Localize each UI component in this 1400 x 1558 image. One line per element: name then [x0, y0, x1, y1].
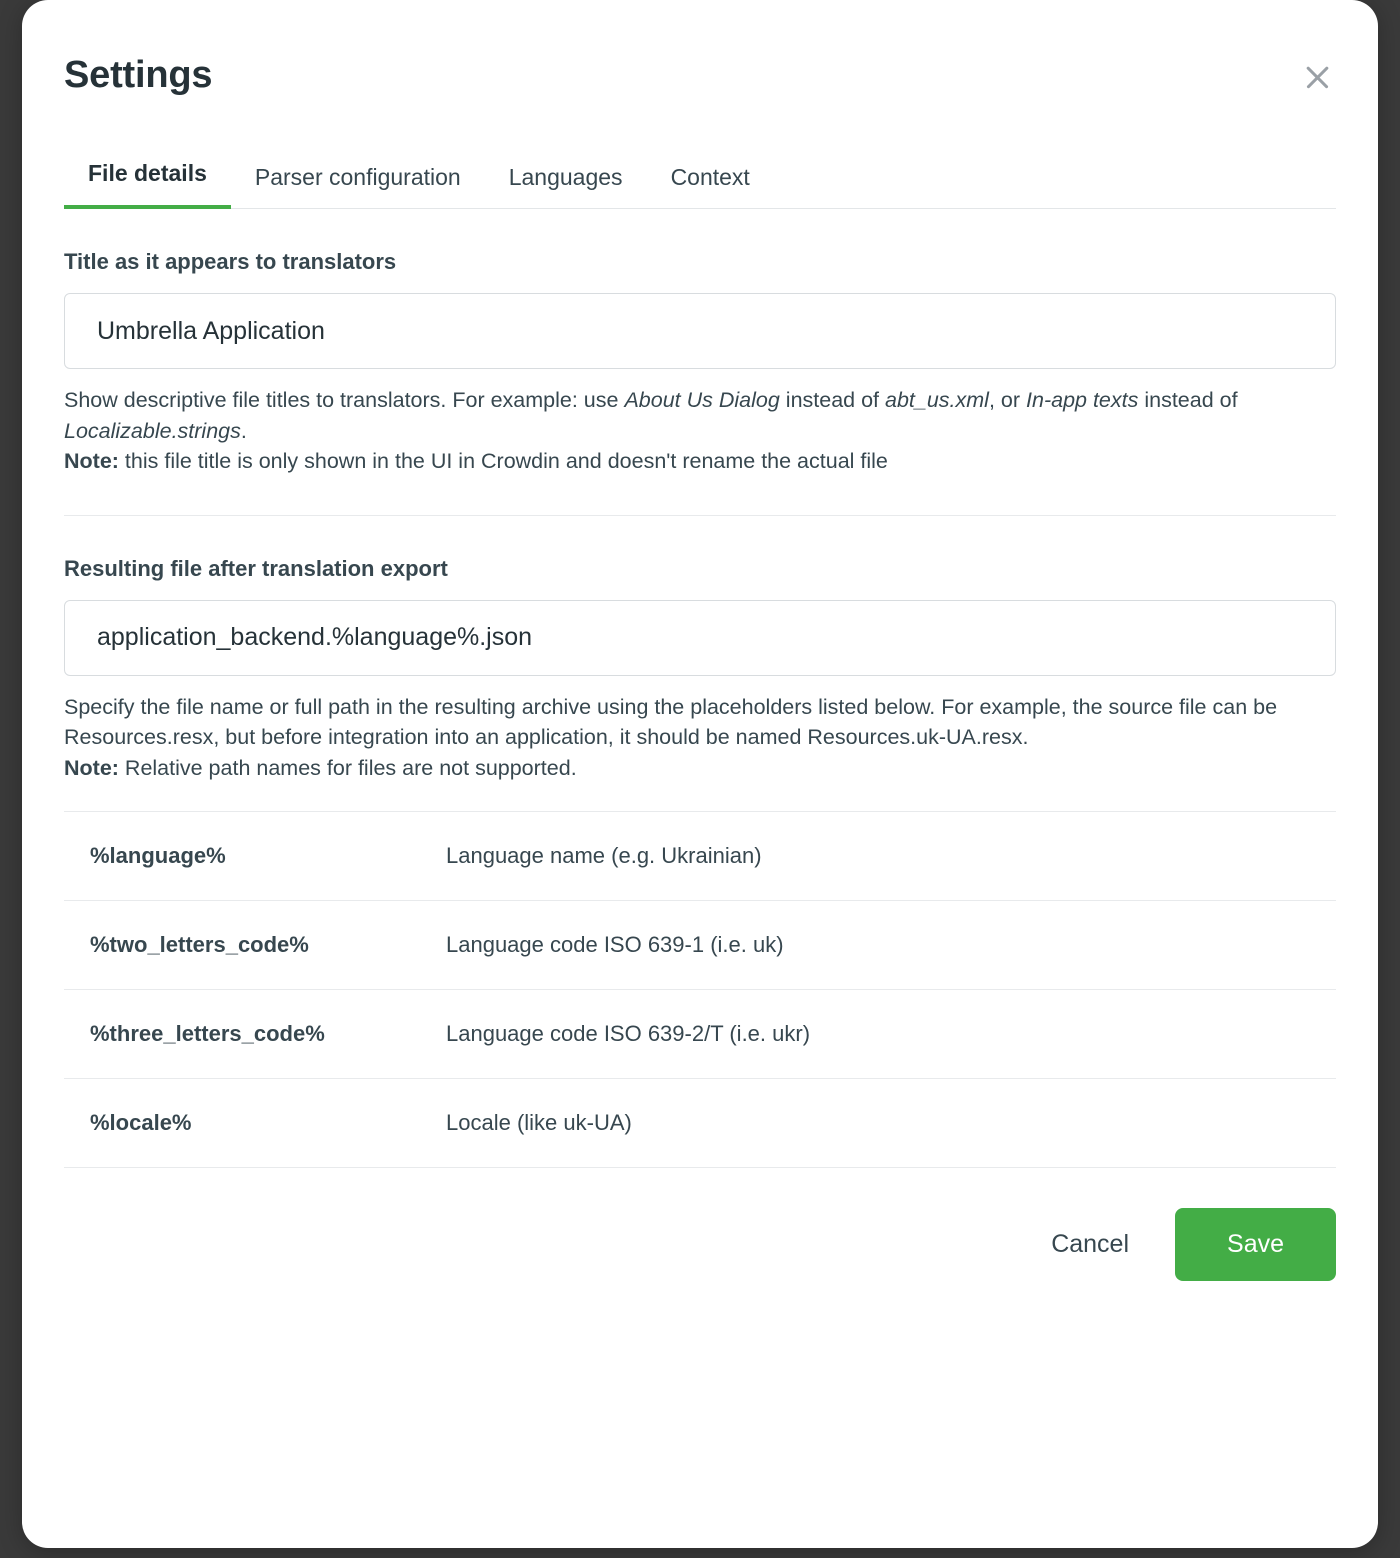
placeholder-key: %three_letters_code% — [90, 1021, 325, 1047]
table-row — [64, 1079, 1336, 1168]
export-help-text: Specify the file name or full path in the resulting archive using the placeholders listed below. For example, the source file can be Resources.resx, but before integration into an application, it should be named Resources.uk-UA.resx. — [64, 694, 1278, 750]
file-title-note-text: this file title is only shown in the UI in Crowdin and doesn't rename the actual file — [118, 449, 888, 474]
file-title-label: Title as it appears to translators — [64, 249, 397, 274]
table-row — [64, 901, 1336, 990]
file-title-section — [64, 249, 1336, 477]
file-title-help — [64, 385, 1336, 477]
help-example-4: Localizable.strings — [64, 418, 241, 443]
placeholder-key: %language% — [90, 843, 226, 869]
help-part-2: instead of — [779, 388, 885, 412]
file-title-input[interactable] — [64, 293, 1336, 369]
section-divider — [64, 515, 1336, 516]
placeholder-key: %two_letters_code% — [90, 932, 309, 958]
table-row — [64, 812, 1336, 901]
placeholder-key: %locale% — [90, 1110, 192, 1136]
help-example-3: In-app texts — [1026, 388, 1139, 412]
help-part-1: Show descriptive file titles to translators. For example: use — [64, 388, 625, 412]
file-title-note-label: Note: — [64, 449, 119, 474]
help-part-3: , or — [988, 388, 1027, 412]
help-part-5: . — [240, 418, 247, 443]
help-example-2: abt_us.xml — [885, 388, 989, 412]
page-title: Settings — [64, 54, 213, 96]
placeholder-table — [64, 811, 1336, 1168]
close-icon[interactable] — [1300, 60, 1334, 94]
export-file-section — [64, 556, 1336, 784]
save-button[interactable]: Save — [1175, 1208, 1336, 1281]
dialog-header — [22, 0, 1378, 97]
tab-context[interactable]: Context — [670, 164, 750, 190]
placeholder-desc: Language name (e.g. Ukrainian) — [446, 843, 762, 869]
help-example-1: About Us Dialog — [624, 388, 780, 412]
help-part-4: instead of — [1138, 388, 1238, 412]
export-note-label: Note: — [64, 755, 119, 780]
placeholder-desc: Language code ISO 639-2/T (i.e. ukr) — [446, 1021, 811, 1047]
tab-languages[interactable]: Languages — [508, 164, 623, 190]
tab-parser-configuration[interactable]: Parser configuration — [254, 164, 461, 190]
placeholder-desc: Locale (like uk-UA) — [446, 1110, 632, 1136]
table-row — [64, 990, 1336, 1079]
export-file-help — [64, 692, 1336, 784]
settings-dialog — [22, 0, 1378, 1548]
export-file-label: Resulting file after translation export — [64, 555, 448, 581]
tab-file-details[interactable]: File details — [64, 160, 231, 209]
dialog-footer — [64, 1208, 1336, 1281]
placeholder-desc: Language code ISO 639-1 (i.e. uk) — [446, 932, 784, 958]
tab-bar — [64, 159, 1336, 209]
export-note-text: Relative path names for files are not supported. — [118, 755, 577, 780]
export-file-input[interactable] — [64, 600, 1336, 676]
cancel-button[interactable]: Cancel — [1015, 1212, 1165, 1277]
